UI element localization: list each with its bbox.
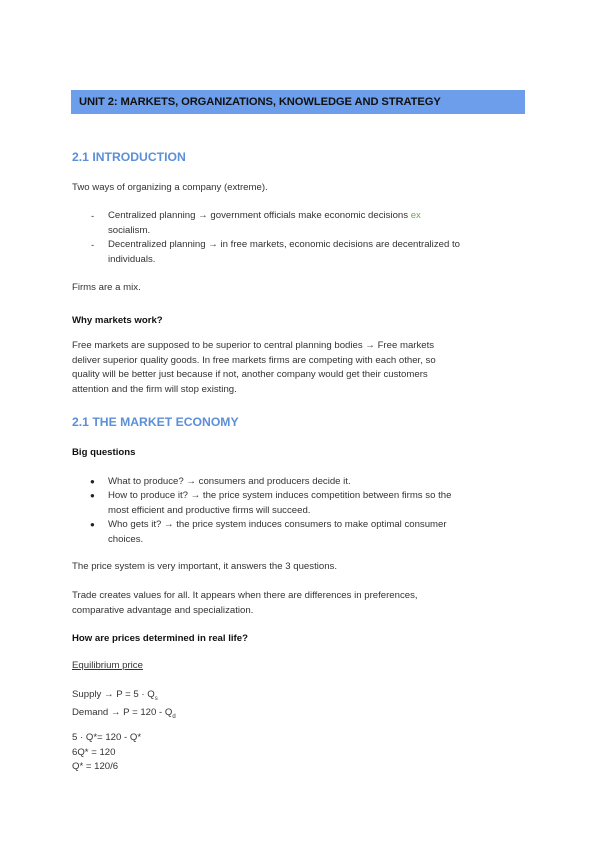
supply-demand: Supply → $P = 5 \cdot Q_s$ Demand → $P = 120 - Q_d$ [72,689,176,721]
list-item: What to produce? → consumers and producers decide it. [108,476,351,487]
why-heading: Why markets work? [72,315,163,326]
equilibrium-calc: 5 · Q*= 120 - Q* 6Q* = 120 Q* = 120/6 [72,732,142,772]
list-item: Who gets it? → the price system induces consumers to make optimal consumer choices. [108,519,447,545]
market-heading: 2.1 THE MARKET ECONOMY [72,415,239,429]
list-item: How to produce it? → the price system induces competition between firms so the most efficient and productive firms will succeed. [108,490,452,516]
prices-heading: How are prices determined in real life? [72,633,248,644]
big-questions-heading: Big questions [72,447,136,458]
equilibrium-heading: Equilibrium price [72,660,143,671]
intro-heading: 2.1 INTRODUCTION [72,150,186,164]
why-paragraph: Free markets are supposed to be superior to central planning bodies → Free markets deliver superior quality goods. In free markets firms are competing with each other, so quality will be better just because if not, another company would get their customers attention and the firm will stop existing. [72,340,436,395]
list-dash: - [91,211,95,222]
bullet-dot: ● [90,520,95,529]
unit-title-banner [71,90,525,114]
unit-title: UNIT 2: MARKETS, ORGANIZATIONS, KNOWLEDGE AND STRATEGY [79,96,441,108]
list-item: Centralized planning → government officials make economic decisions ex socialism. [108,210,421,236]
list-item: Decentralized planning → in free markets, economic decisions are decentralized to individuals. [108,239,460,265]
bullet-dot: ● [90,491,95,500]
firms-mix-text: Firms are a mix. [72,282,141,293]
trade-paragraph: Trade creates values for all. It appears when there are differences in preferences, comparative advantage and specialization. [72,590,418,616]
intro-text: Two ways of organizing a company (extreme). [72,182,268,193]
list-dash: - [91,240,95,251]
bullet-dot: ● [90,477,95,486]
price-system-text: The price system is very important, it answers the 3 questions. [72,561,337,572]
